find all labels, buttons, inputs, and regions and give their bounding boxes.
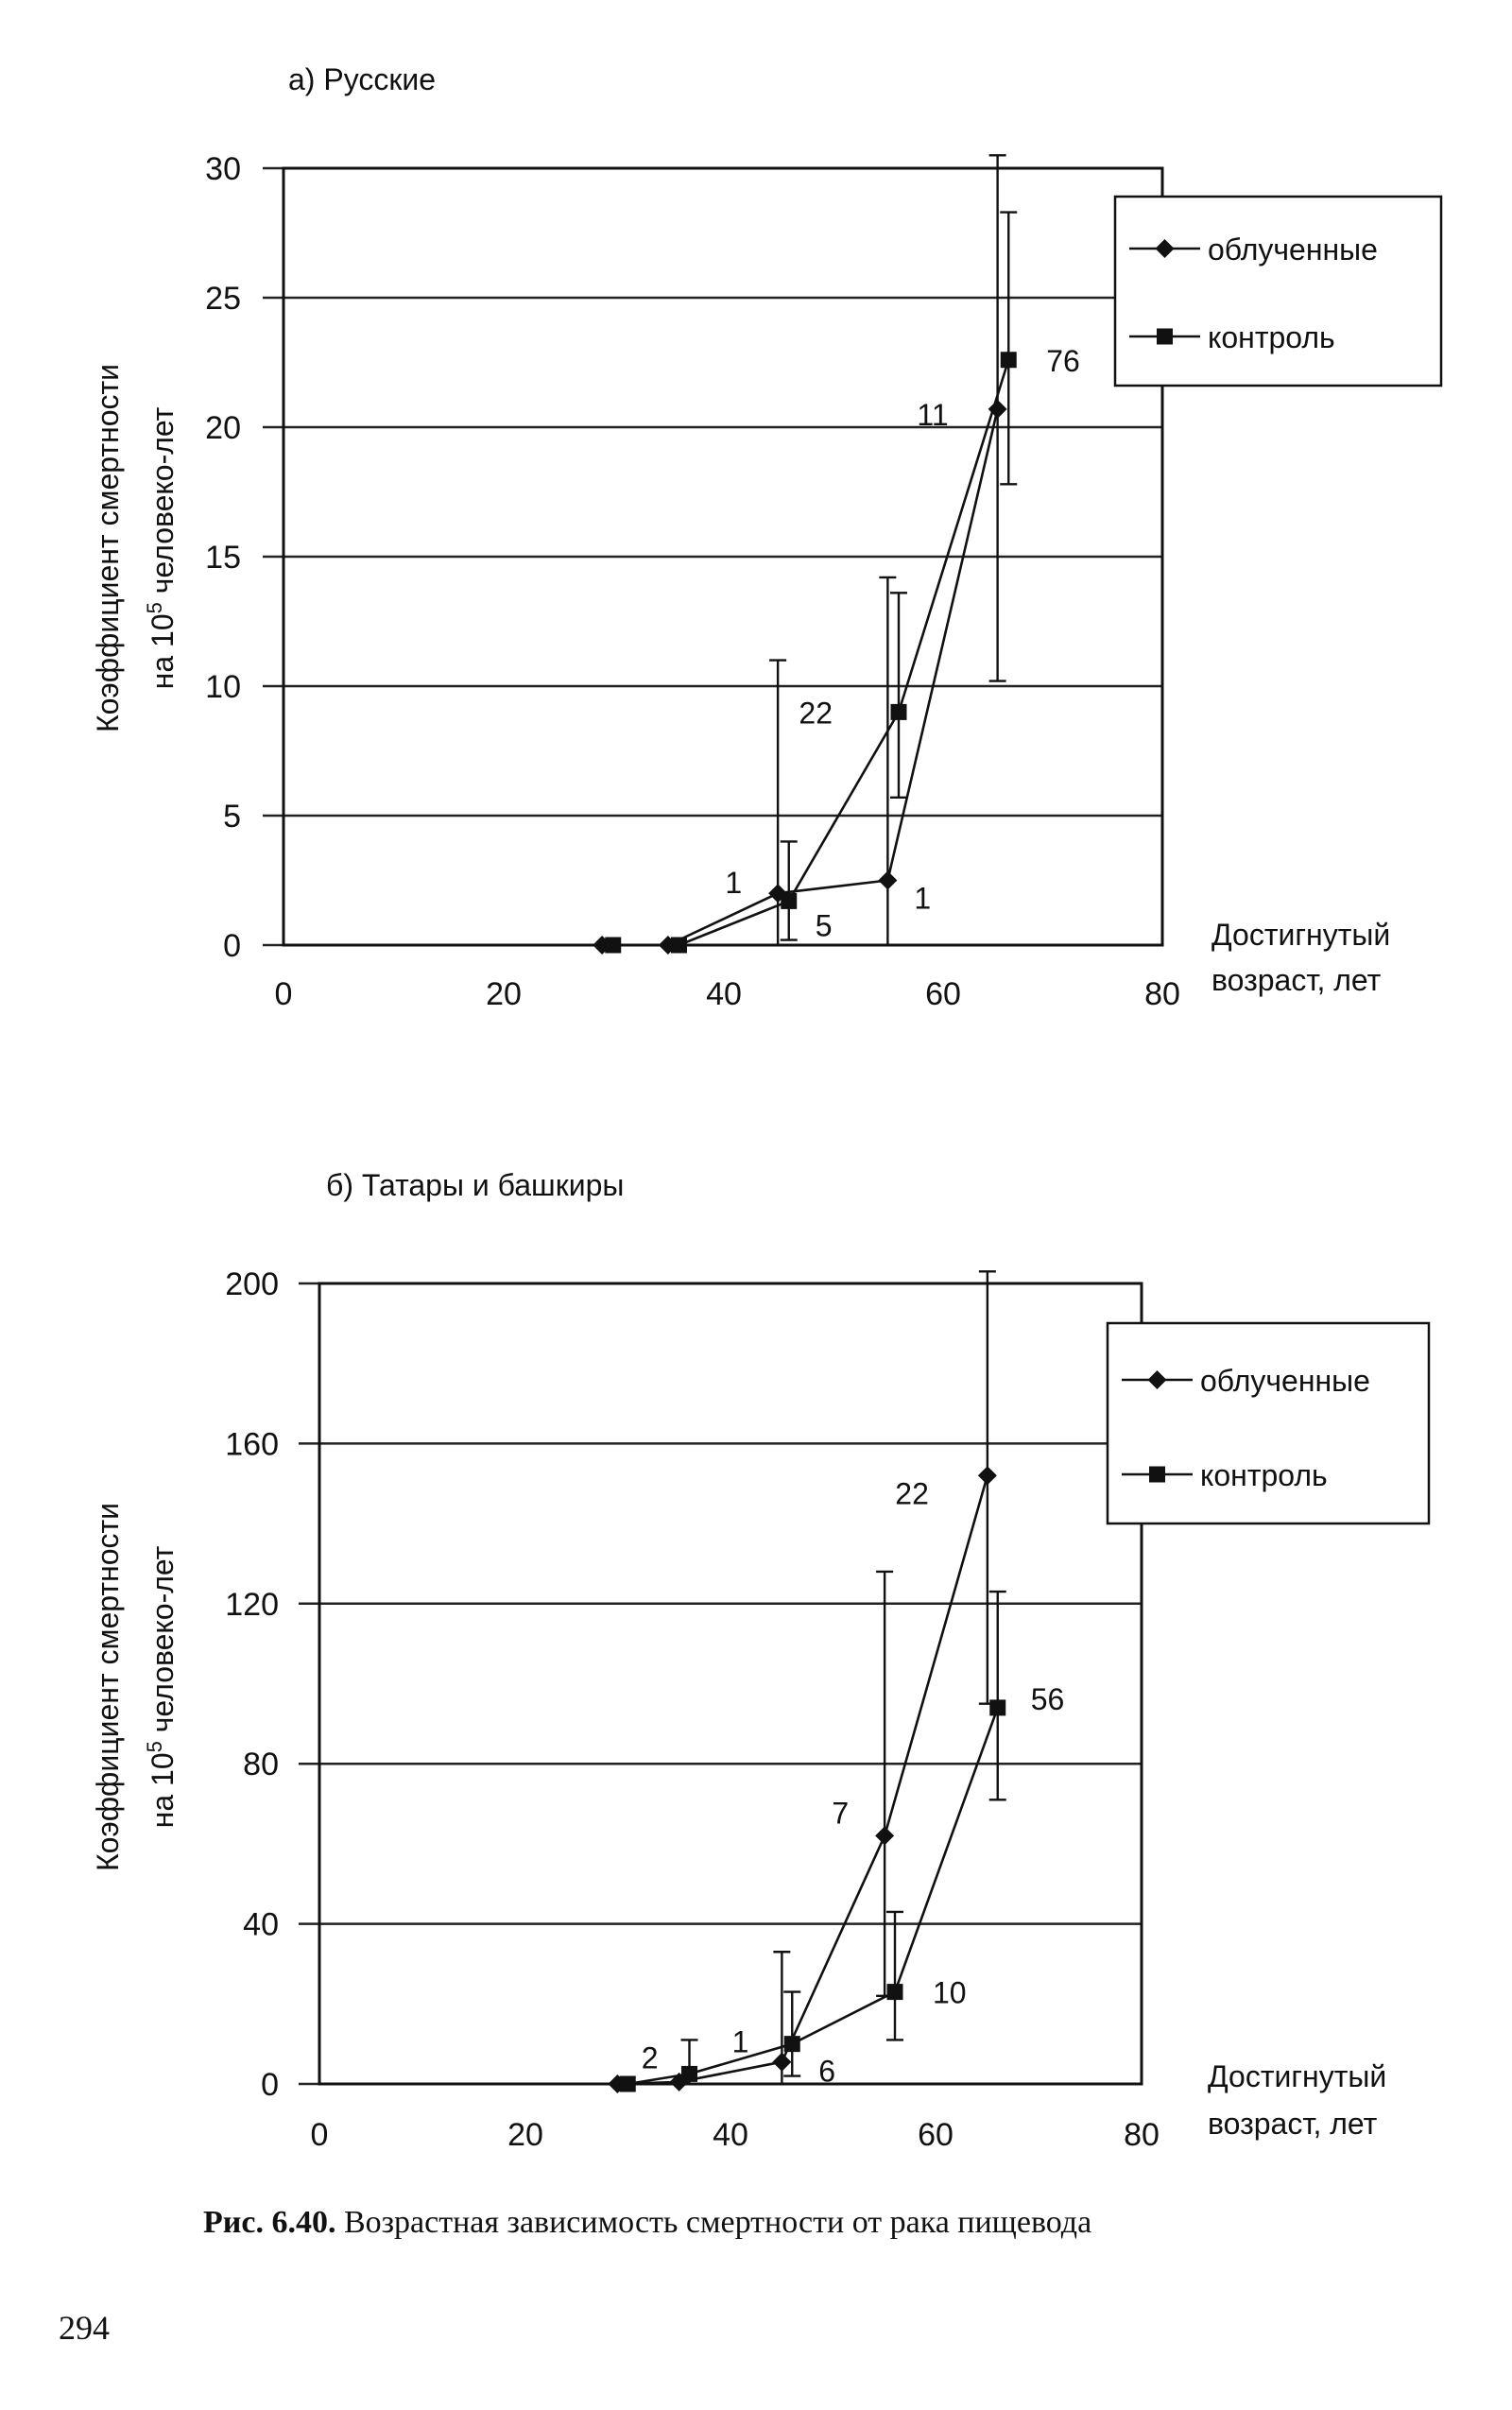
x-tick-label: 20 <box>486 976 522 1012</box>
data-label: 1 <box>731 2024 749 2059</box>
page-number: 294 <box>59 2309 110 2347</box>
x-tick-label: 60 <box>918 2117 954 2153</box>
data-label: 6 <box>818 2054 836 2089</box>
legend-box <box>1115 197 1441 386</box>
y-tick-label: 5 <box>223 799 241 835</box>
y-tick-label: 200 <box>225 1266 279 1302</box>
y-tick-label: 15 <box>205 540 241 576</box>
legend-entry-label: облученные <box>1200 1364 1370 1398</box>
x-axis-label-line1: Достигнутый <box>1211 918 1391 952</box>
y-axis-label-part: человеко-лет <box>146 406 180 603</box>
y-tick-label: 0 <box>261 2067 279 2103</box>
data-point <box>1001 352 1017 368</box>
data-label: 7 <box>832 1796 850 1831</box>
data-point <box>878 871 897 890</box>
y-axis-label-line1: Коэффициент смертности <box>91 1502 125 1872</box>
y-tick-label: 30 <box>205 151 241 187</box>
y-tick-label: 120 <box>225 1586 279 1623</box>
y-axis-label-line1: Коэффициент смертности <box>91 363 125 733</box>
legend <box>1115 197 1441 386</box>
series-control <box>620 1592 1065 2092</box>
x-axis-label-line2: возраст, лет <box>1208 2107 1378 2141</box>
series-line <box>613 360 1009 945</box>
legend-box <box>1108 1323 1429 1523</box>
x-tick-label: 40 <box>706 976 742 1012</box>
data-point <box>671 938 687 954</box>
y-axis-label-line2 <box>143 406 180 689</box>
legend-square-marker <box>1149 1467 1165 1483</box>
y-axis-label-part: человеко-лет <box>146 1545 180 1742</box>
y-axis-label-part: на 10 <box>146 613 180 690</box>
data-label: 10 <box>933 1975 967 2010</box>
legend-square-marker <box>1157 329 1173 345</box>
x-tick-label: 20 <box>507 2117 543 2153</box>
data-label: 22 <box>799 696 833 731</box>
data-label: 11 <box>917 397 949 432</box>
series-line <box>602 409 998 945</box>
data-label: 56 <box>1030 1681 1065 1716</box>
legend-entry-label: контроль <box>1200 1458 1328 1492</box>
y-tick-label: 20 <box>205 410 241 446</box>
y-tick-label: 80 <box>243 1747 279 1783</box>
data-point <box>605 938 621 954</box>
x-tick-label: 0 <box>274 976 293 1012</box>
data-label: 76 <box>1046 343 1080 378</box>
series-control <box>605 213 1080 954</box>
data-point <box>681 2066 697 2082</box>
plot-frame <box>319 1283 1142 2084</box>
y-axis-label-line2 <box>143 1545 180 1828</box>
figure-caption-prefix: Рис. 6.40. <box>203 2205 336 2240</box>
data-label: 5 <box>815 908 833 943</box>
data-label: 2 <box>641 2040 659 2075</box>
data-point <box>781 893 797 909</box>
x-tick-label: 0 <box>310 2117 329 2153</box>
y-axis-label-part: на 10 <box>146 1752 180 1829</box>
data-point <box>887 1984 903 2000</box>
chart-title: а) Русские <box>288 62 436 96</box>
legend-entry-label: облученные <box>1208 232 1378 267</box>
data-point <box>620 2076 636 2092</box>
data-point <box>989 1699 1005 1715</box>
y-tick-label: 0 <box>223 928 241 964</box>
legend-entry-label: контроль <box>1208 320 1335 354</box>
x-tick-label: 80 <box>1144 976 1180 1012</box>
data-label: 1 <box>725 866 743 901</box>
y-axis-label-superscript: 5 <box>142 602 166 614</box>
x-tick-label: 80 <box>1124 2117 1160 2153</box>
data-label: 1 <box>914 881 932 916</box>
data-point <box>978 1466 997 1485</box>
y-tick-label: 40 <box>243 1906 279 1943</box>
x-tick-label: 60 <box>925 976 961 1012</box>
y-tick-label: 10 <box>205 669 241 705</box>
x-axis-label-line2: возраст, лет <box>1211 963 1382 997</box>
legend <box>1108 1323 1429 1523</box>
series-irradiated <box>608 1271 997 2093</box>
data-point <box>772 2053 791 2072</box>
y-tick-label: 25 <box>205 281 241 317</box>
figure-caption <box>203 2205 1091 2240</box>
chart-tatars-bashkirs <box>91 1168 1429 2153</box>
figure-caption-text: Возрастная зависимость смертности от рака пищевода <box>335 2205 1092 2240</box>
x-axis-label-line1: Достигнутый <box>1208 2059 1387 2093</box>
chart-title: б) Татары и башкиры <box>326 1168 625 1202</box>
series-irradiated <box>593 155 1007 955</box>
y-axis-label-superscript: 5 <box>142 1741 166 1753</box>
data-label: 22 <box>895 1476 929 1511</box>
chart-russians <box>91 62 1441 1012</box>
x-tick-label: 40 <box>713 2117 748 2153</box>
data-point <box>875 1826 894 1845</box>
data-point <box>891 704 907 720</box>
data-point <box>784 2036 800 2052</box>
y-tick-label: 160 <box>225 1426 279 1463</box>
